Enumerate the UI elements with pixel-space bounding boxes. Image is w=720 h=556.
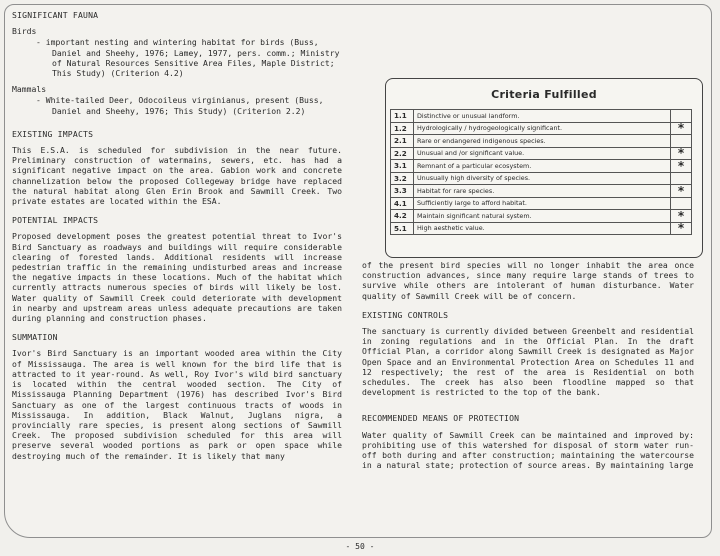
existing-impacts-text: This E.S.A. is scheduled for subdivision in the near future. Preliminary construction of watermains, sewers, etc. has had a significant negative impact on the area. Gabion work and concrete channelization below the proposed Collegeway bridge have replaced the natural habitat along Glen Erin Brook and Sawmill Creek. Two private estates are located within the ESA. <box>12 145 342 207</box>
criteria-mark <box>671 210 692 223</box>
criteria-number: 3.1 <box>391 160 414 173</box>
continuation-text: of the present bird species will no longer inhabit the area once construction advances, since many require large stands of trees to survive while others are intolerant of human disturbance. Water quality of Sawmill Creek will be of concern. <box>362 260 694 301</box>
summation-text: Ivor's Bird Sanctuary is an important wooded area within the City of Mississauga. The area is well known for the bird life that is attracted to it year-round. As well, Roy Ivor's wild bird sanctuary is located within the central wooded section. The City of Mississauga Planning Department (1976) has described Ivor's Bird Sanctuary as one of the largest continuous tracts of woods in Mississauga. In addition, Black Walnut, Juglans nigra, a provincially rare species, is present along sections of Sawmill Creek. The proposed subdivision scheduled for this area will preserve several wooded portions as park or open space while destroying much of the remainder. It is likely that many <box>12 348 342 461</box>
criteria-description: Unusually high diversity of species. <box>414 172 671 185</box>
mammals-label: Mammals <box>12 84 47 95</box>
page-number: - 50 - <box>345 542 375 551</box>
birds-entry: - important nesting and wintering habitat for birds (Buss, Daniel and Sheehy, 1976; Lamey, 1977, pers. comm.; Ministry of Natural Resources Sensitive Area Files, Maple District; This Study) (Criterion 4.2) <box>36 37 340 79</box>
criteria-number: 1.2 <box>391 122 414 135</box>
criteria-mark <box>671 122 692 135</box>
criteria-mark <box>671 110 692 123</box>
summation-heading: SUMMATION <box>12 332 58 343</box>
criteria-mark <box>671 135 692 148</box>
criteria-row <box>391 122 692 135</box>
criteria-mark <box>671 147 692 160</box>
mammals-entry: - White-tailed Deer, Odocoileus virginianus, present (Buss, Daniel and Sheehy, 1976; This Study) (Criterion 2.2) <box>36 95 324 116</box>
existing-controls-heading: EXISTING CONTROLS <box>362 309 449 320</box>
potential-impacts-heading: POTENTIAL IMPACTS <box>12 215 99 226</box>
criteria-title: Criteria Fulfilled <box>491 88 597 101</box>
criteria-mark <box>671 160 692 173</box>
criteria-row <box>391 110 692 123</box>
asterisk-icon: * <box>677 146 685 161</box>
criteria-row <box>391 135 692 148</box>
criteria-row <box>391 185 692 198</box>
potential-impacts-text: Proposed development poses the greatest potential threat to Ivor's Bird Sanctuary as roadways and buildings will require considerable clearing of forested lands. Additional residents will increase pedestrian traffic in the remaining undisturbed areas and increase the negative impacts in these locations. Much of the habitat which currently attracts numerous species of birds will likely be lost. Water quality of Sawmill Creek could deteriorate with development in nearby and upstream areas unless adequate precautions are taken during planning and construction phases. <box>12 231 342 324</box>
criteria-number: 3.3 <box>391 185 414 198</box>
recommended-means-text: Water quality of Sawmill Creek can be maintained and improved by: prohibiting use of this watershed for disposal of storm water run-off both during and after construction; maintaining the watercourse in a natural state; protection of source areas. By maintaining large <box>362 429 694 471</box>
criteria-description: Hydrologically / hydrogeologically significant. <box>414 122 671 135</box>
criteria-row <box>391 160 692 173</box>
criteria-row <box>391 172 692 185</box>
criteria-row <box>391 222 692 235</box>
criteria-description: Unusual and /or significant value. <box>414 147 671 160</box>
left-column <box>12 10 342 470</box>
criteria-description: Distinctive or unusual landform. <box>414 110 671 123</box>
asterisk-icon: * <box>677 221 685 236</box>
criteria-description: Habitat for rare species. <box>414 185 671 198</box>
existing-controls-text: The sanctuary is currently divided between Greenbelt and residential in zoning regulations and in the Official Plan. In the draft Official Plan, a corridor along Sawmill Creek is designated as Major Open Space and an Environmental Protection Area on Schedules 11 and 12 respectively; the rest of the area is Residential on both schedules. The creek has also been floodline mapped so that development is restricted to the top of the bank. <box>362 326 694 398</box>
criteria-row <box>391 210 692 223</box>
asterisk-icon: * <box>677 158 685 173</box>
criteria-description: Remnant of a particular ecosystem. <box>414 160 671 173</box>
asterisk-icon: * <box>677 208 685 223</box>
criteria-mark <box>671 185 692 198</box>
criteria-table <box>390 109 692 235</box>
right-column <box>362 260 694 479</box>
birds-label: Birds <box>12 26 37 37</box>
criteria-mark <box>671 222 692 235</box>
criteria-description: Maintain significant natural system. <box>414 210 671 223</box>
asterisk-icon: * <box>677 183 685 198</box>
criteria-number: 2.1 <box>391 135 414 148</box>
criteria-fulfilled-box <box>385 78 703 258</box>
criteria-number: 2.2 <box>391 147 414 160</box>
criteria-number: 4.2 <box>391 210 414 223</box>
criteria-row <box>391 197 692 210</box>
existing-impacts-heading: EXISTING IMPACTS <box>12 128 94 139</box>
criteria-mark <box>671 197 692 210</box>
recommended-means-heading: RECOMMENDED MEANS OF PROTECTION <box>362 413 520 424</box>
criteria-description: Rare or endangered indigenous species. <box>414 135 671 148</box>
criteria-number: 5.1 <box>391 222 414 235</box>
criteria-number: 1.1 <box>391 110 414 123</box>
significant-fauna-heading: SIGNIFICANT FAUNA <box>12 10 99 20</box>
criteria-number: 3.2 <box>391 172 414 185</box>
criteria-mark <box>671 172 692 185</box>
asterisk-icon: * <box>677 121 685 136</box>
criteria-description: Sufficiently large to afford habitat. <box>414 197 671 210</box>
criteria-description: High aesthetic value. <box>414 222 671 235</box>
criteria-number: 4.1 <box>391 197 414 210</box>
criteria-row <box>391 147 692 160</box>
